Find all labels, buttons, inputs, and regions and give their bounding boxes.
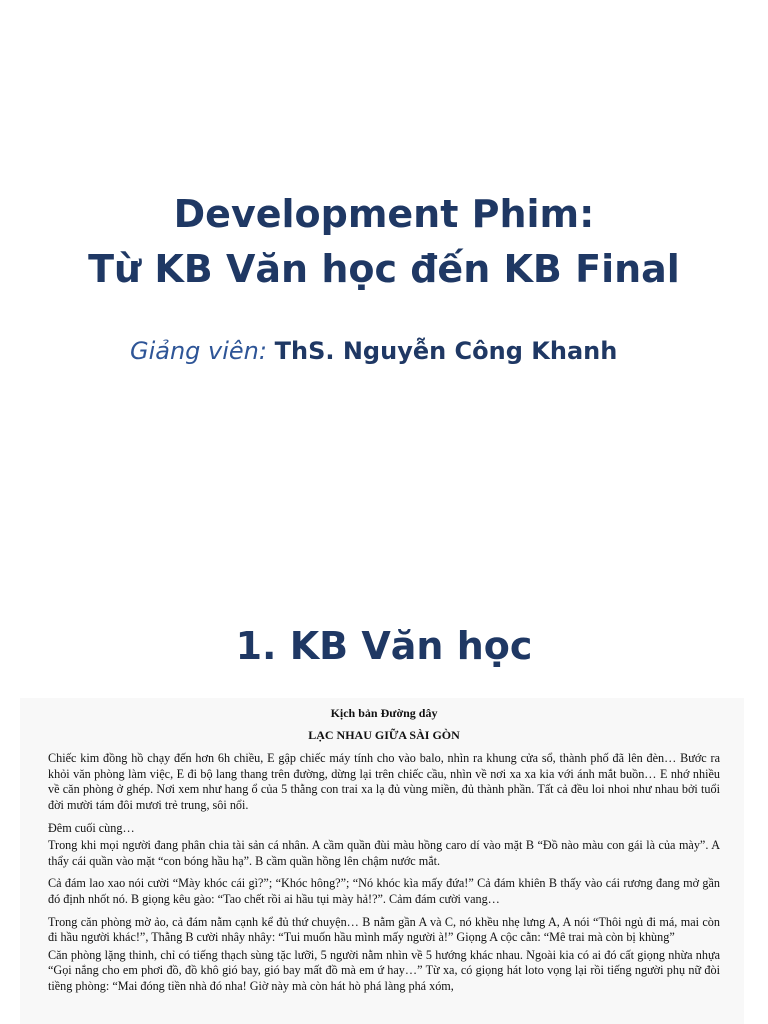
script-paragraph: Trong căn phòng mờ ảo, cả đám nằm cạnh kể đủ thứ chuyện… B nằm gần A và C, nó khều nhẹ lưng A, A nói “Thôi ngủ đi má, mai còn đi hầu người khác!”, Thằng B cười nhây nhây: “Tui muốn hầu mình mấy người à!” Giọng A cộc cằn: “Mê trai mà còn bị khùng” bbox=[48, 914, 720, 945]
instructor-line bbox=[130, 337, 617, 365]
instructor-label: Giảng viên: bbox=[130, 337, 267, 365]
script-document-body bbox=[48, 706, 720, 1002]
instructor-name: ThS. Nguyễn Công Khanh bbox=[274, 337, 618, 365]
script-header: Kịch bản Đường dây bbox=[330, 706, 438, 720]
section-heading: 1. KB Văn học bbox=[235, 624, 533, 668]
slide-title-line-1: Development Phim: bbox=[173, 192, 595, 236]
slide-title-line-2: Từ KB Văn học đến KB Final bbox=[88, 247, 680, 291]
script-title: LẠC NHAU GIỮA SÀI GÒN bbox=[308, 727, 460, 742]
script-paragraph: Chiếc kim đồng hồ chạy đến hơn 6h chiều, E gập chiếc máy tính cho vào balo, nhìn ra khung cửa sổ, thành phố đã lên đèn… Bước ra khỏi văn phòng làm việc, E đi bộ lang thang trên đường, dừng lại trên chiếc cầu, nhìn về nơi xa xa kia với ánh mắt buồn… E nhớ nhiều về căn phòng ở ghép. Nơi xem như hang ổ của 5 thằng con trai xa lạ đủ vùng miền, đủ thành phần. Tất cả đều loi nhoi như nhau bởi tuổi đời mười tám đôi mươi trẻ trung, sôi nổi. bbox=[48, 751, 720, 812]
script-paragraph: Cả đám lao xao nói cười “Mày khóc cái gì?”; “Khóc hông?”; “Nó khóc kìa mấy đứa!” Cả đám khiên B thấy vào cái rương đang mở gần đó định nhốt nó. B giọng kêu gào: “Tao chết rồi ai hầu tụi mày hả!?”. Cảm đám cười vang… bbox=[48, 876, 720, 906]
script-paragraph: Căn phòng lặng thinh, chỉ có tiếng thạch sùng tặc lưỡi, 5 người nằm nhìn về 5 hướng khác nhau. Ngoài kia có ai đó cất giọng nhừa nhựa “Gọi nắng cho em phơi đồ, đồ khô gió bay, gió bay mất đồ mà em ứ hay…” Từ xa, có giọng hát loto vọng lại rồi tiếng người phụ nữ đòi tiềng phòng: “Mai đóng tiền nhà đó nha! Giờ này mà còn hát hò phá làng phá xóm, bbox=[48, 947, 720, 993]
script-paragraph: Trong khi mọi người đang phân chia tài sản cá nhân. A cầm quần đùi màu hồng caro dí vào mặt B “Đồ nào màu con gái là của mày”. A thẩy cái quần vào mặt “con bóng hầu hạ”. B cầm quần hồng lên chậm nước mắt. bbox=[48, 838, 720, 868]
script-paragraph: Đêm cuối cùng… bbox=[48, 820, 135, 835]
script-document-excerpt bbox=[20, 698, 744, 1024]
